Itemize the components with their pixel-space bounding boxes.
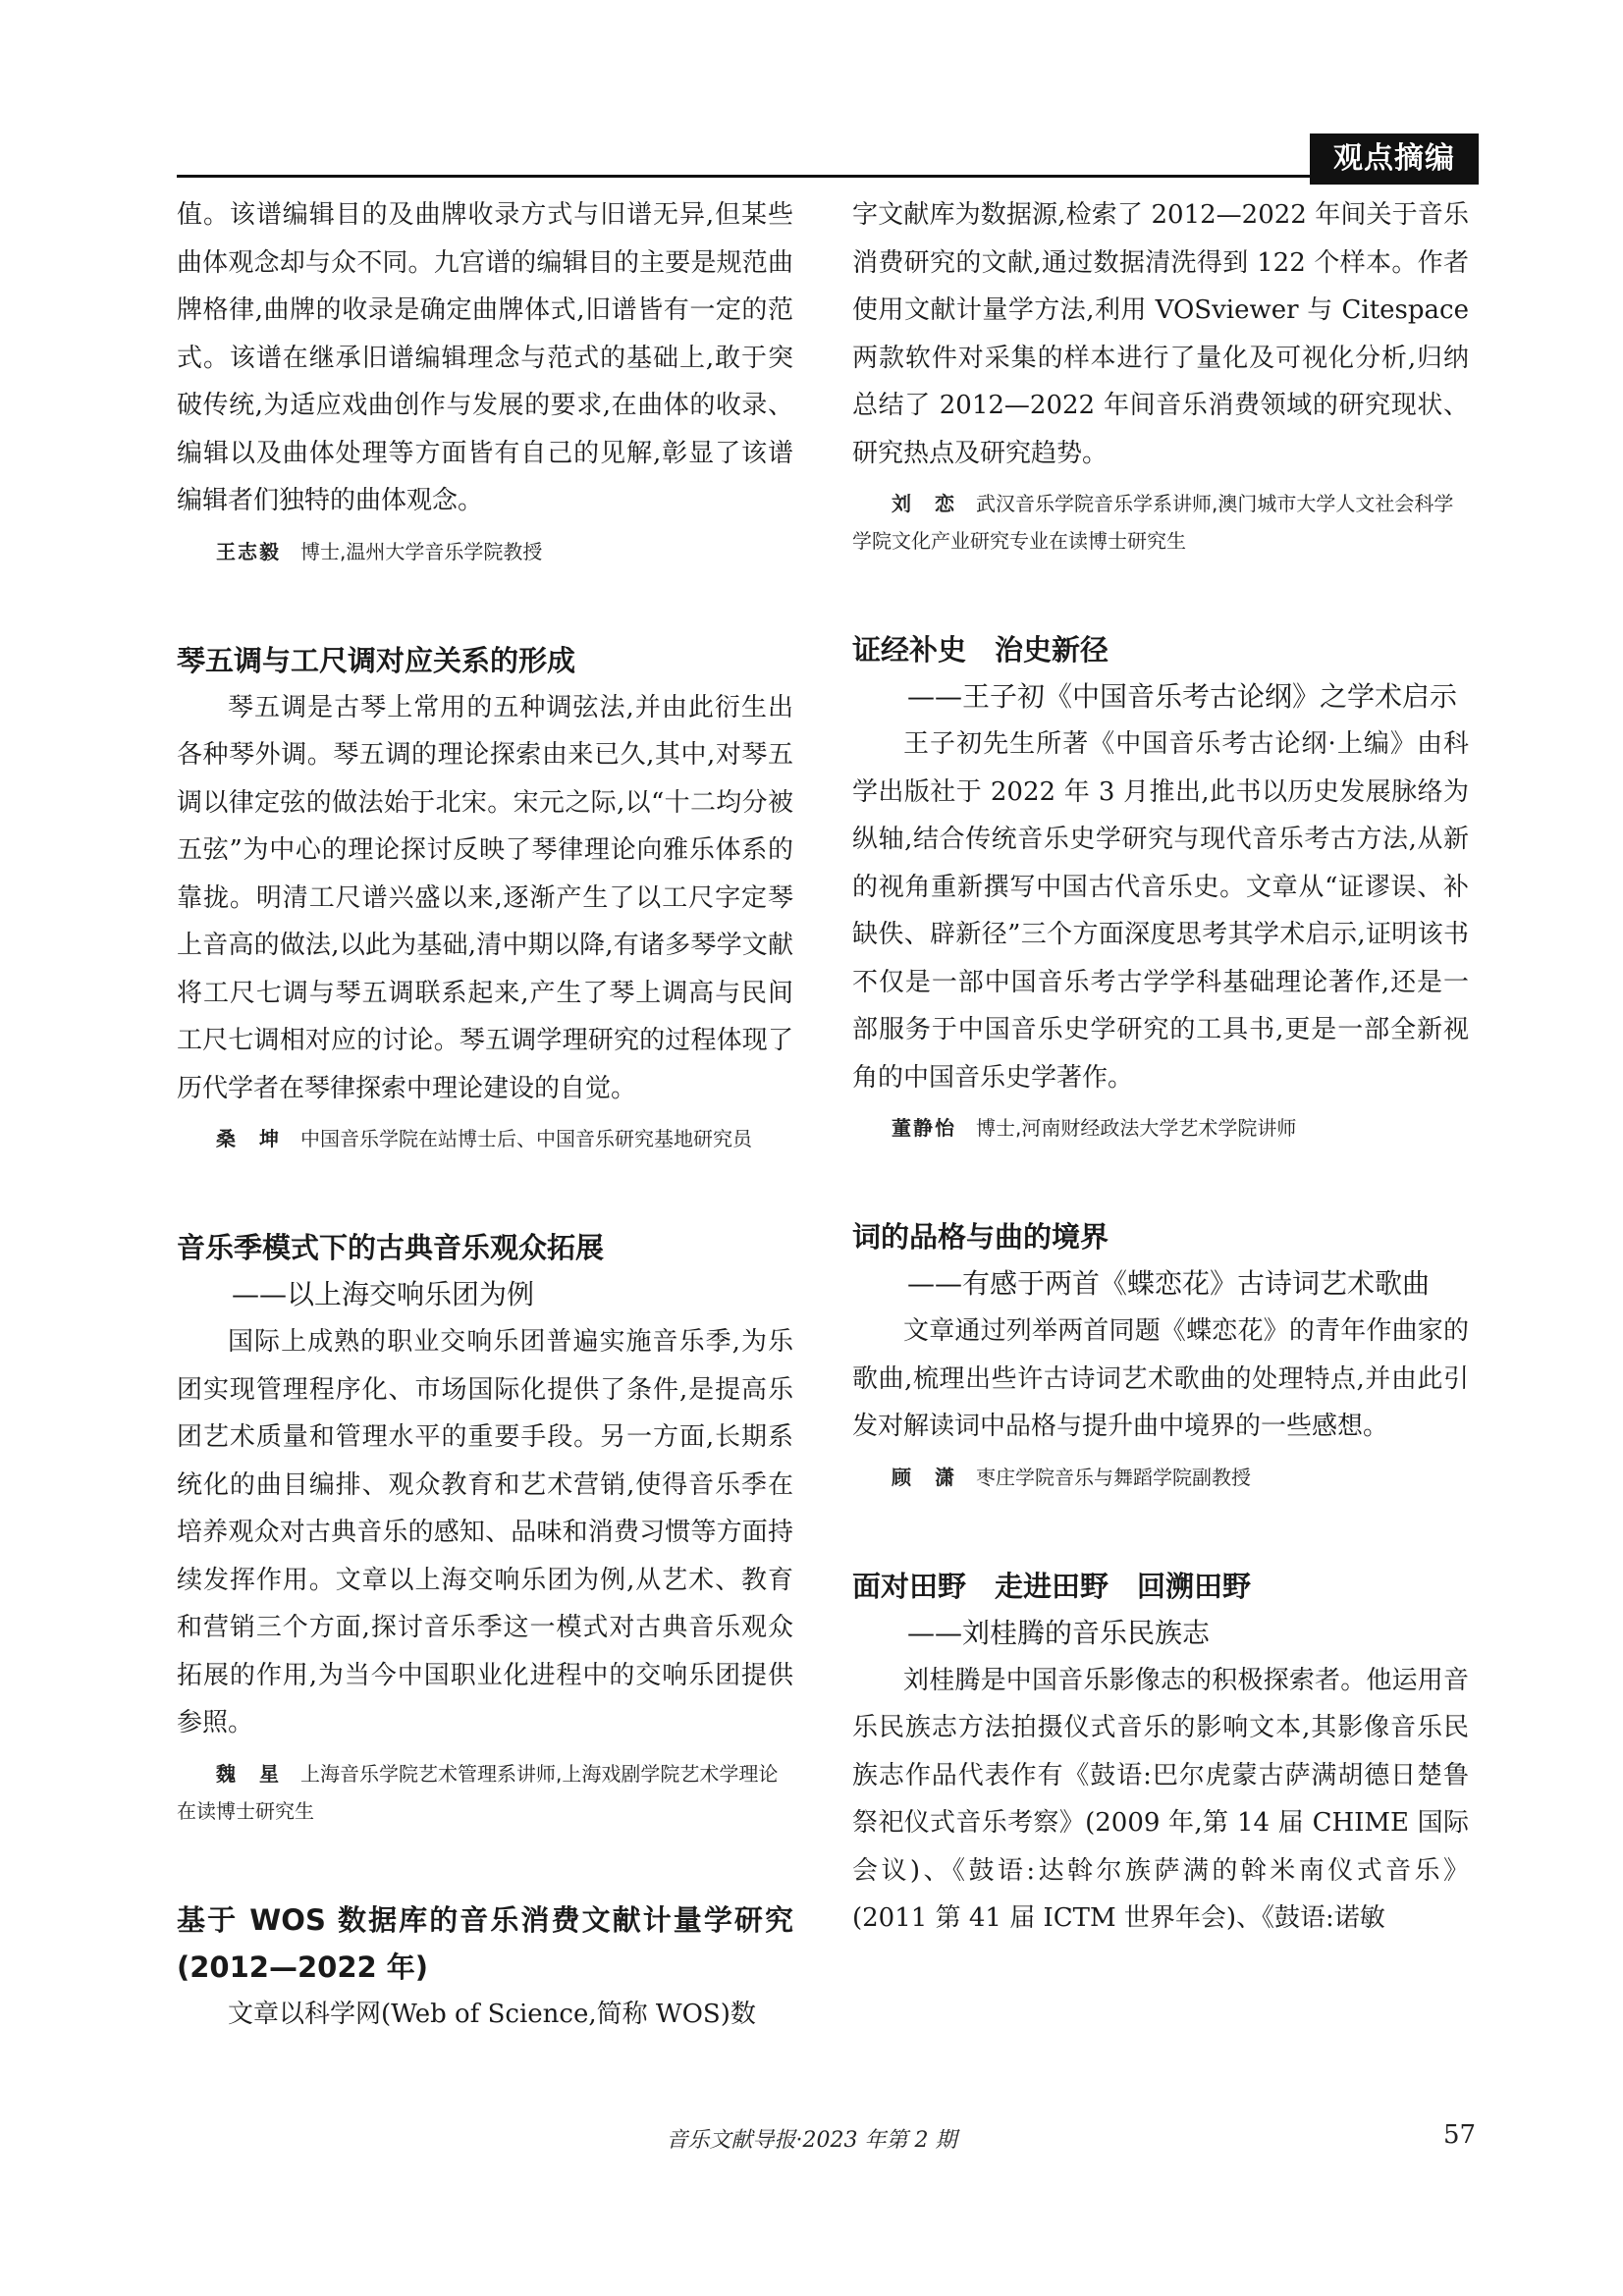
author-line [852, 1459, 1469, 1496]
article-music-archaeology [852, 626, 1469, 1147]
article-body: 文章以科学网(Web of Science,简称 WOS)数 [228, 1999, 756, 2029]
article-body: 文章通过列举两首同题《蝶恋花》的青年作曲家的歌曲,梳理出些许古诗词艺术歌曲的处理特点,并由此引发对解读词中品格与提升曲中境界的一些感想。 [852, 1316, 1469, 1441]
article-body: 字文献库为数据源,检索了 2012—2022 年间关于音乐消费研究的文献,通过数据清洗得到 122 个样本。作者使用文献计量学方法,利用 VOSviewer 与 Citespace 两款软件对采集的样本进行了量化及可视化分析,归纳总结了 2012—2022 年间音乐消费领域的研究现状、研究热点及研究趋势。 [852, 200, 1469, 468]
article-title: 证经补史 治史新径 [852, 633, 1109, 667]
article-body: 王子初先生所著《中国音乐考古论纲·上编》由科学出版社于 2022 年 3 月推出,此书以历史发展脉络为纵轴,结合传统音乐史学研究与现代音乐考古方法,从新的视角重新撰写中国古代音乐史。文章从“证谬误、补缺佚、辟新径”三个方面深度思考其学术启示,证明该书不仅是一部中国音乐考古学学科基础理论著作,还是一部服务于中国音乐史学研究的工具书,更是一部全新视角的中国音乐史学著作。 [852, 729, 1469, 1093]
section-tag: 观点摘编 [1310, 133, 1479, 185]
header-rule [177, 175, 1471, 178]
article-body: 刘桂腾是中国音乐影像志的积极探索者。他运用音乐民族志方法拍摄仪式音乐的影响文本,其影像音乐民族志作品代表作有《鼓语:巴尔虎蒙古萨满胡德日楚鲁祭祀仪式音乐考察》(2009 年,第 14 届 CHIME 国际会议)、《鼓语:达斡尔族萨满的斡米南仪式音乐》(2011 第 41 届 ICTM 世界年会)、《鼓语:诺敏 [852, 1665, 1469, 1933]
article-body: 国际上成熟的职业交响乐团普遍实施音乐季,为乐团实现管理程序化、市场国际化提供了条件,是提高乐团艺术质量和管理水平的重要手段。另一方面,长期系统化的曲目编排、观众教育和艺术营销,使得音乐季在培养观众对古典音乐的感知、品味和消费习惯等方面持续发挥作用。文章以上海交响乐团为例,从艺术、教育和营销三个方面,探讨音乐季这一模式对古典音乐观众拓展的作用,为当今中国职业化进程中的交响乐团提供参照。 [177, 1327, 793, 1737]
article-subtitle: ——刘桂腾的音乐民族志 [907, 1616, 1211, 1649]
article-title: 面对田野 走进田野 回溯田野 [852, 1569, 1252, 1603]
left-column [177, 191, 793, 2038]
author-affiliation: 博士,河南财经政法大学艺术学院讲师 [976, 1116, 1297, 1140]
article-title: 琴五调与工尺调对应关系的形成 [177, 643, 576, 677]
author-affiliation: 博士,温州大学音乐学院教授 [300, 539, 543, 563]
article-music-season [177, 1224, 793, 1830]
article-subtitle: ——王子初《中国音乐考古论纲》之学术启示 [907, 680, 1458, 713]
author-affiliation: 武汉音乐学院音乐学系讲师,澳门城市大学人文社会科学学院文化产业研究专业在读博士研究生 [852, 492, 1454, 553]
author-name: 魏 星 [216, 1761, 281, 1786]
author-name: 顾 潇 [892, 1465, 956, 1489]
article-title: 基于 WOS 数据库的音乐消费文献计量学研究(2012—2022 年) [177, 1902, 793, 1984]
article-field-ethnography [852, 1563, 1469, 1943]
article-title: 音乐季模式下的古典音乐观众拓展 [177, 1231, 605, 1264]
author-line [177, 1755, 793, 1830]
author-name: 王志毅 [216, 539, 281, 563]
article-body: 值。该谱编辑目的及曲牌收录方式与旧谱无异,但某些曲体观念却与众不同。九宫谱的编辑目的主要是规范曲牌格律,曲牌的收录是确定曲牌体式,旧谱皆有一定的范式。该谱在继承旧谱编辑理念与范式的基础上,敢于突破传统,为适应戏曲创作与发展的要求,在曲体的收录、编辑以及曲体处理等方面皆有自己的见解,彰显了该谱编辑者们独特的曲体观念。 [177, 200, 793, 515]
article-qin-tuning [177, 637, 793, 1158]
article-title: 词的品格与曲的境界 [852, 1220, 1109, 1254]
article-subtitle: ——有感于两首《蝶恋花》古诗词艺术歌曲 [907, 1267, 1431, 1300]
author-line [852, 485, 1469, 560]
author-affiliation: 上海音乐学院艺术管理系讲师,上海戏剧学院艺术学理论在读博士研究生 [177, 1761, 779, 1823]
article-butterfly-songs [852, 1213, 1469, 1496]
page-number: 57 [1443, 2120, 1477, 2150]
right-column [852, 191, 1469, 1943]
author-line [177, 1120, 793, 1157]
author-line [852, 1109, 1469, 1147]
journal-footer: 音乐文献导报·2023 年第 2 期 [666, 2128, 957, 2153]
article-subtitle: ——以上海交响乐团为例 [232, 1278, 535, 1310]
author-name: 桑 坤 [216, 1127, 281, 1150]
author-name: 刘 恋 [892, 492, 956, 515]
author-affiliation: 枣庄学院音乐与舞蹈学院副教授 [976, 1465, 1251, 1489]
article-wos-bibliometrics [177, 1896, 793, 2039]
article-body: 琴五调是古琴上常用的五种调弦法,并由此衍生出各种琴外调。琴五调的理论探索由来已久,其中,对琴五调以律定弦的做法始于北宋。宋元之际,以“十二均分被五弦”为中心的理论探讨反映了琴律理论向雅乐体系的靠拢。明清工尺谱兴盛以来,逐渐产生了以工尺字定琴上音高的做法,以此为基础,清中期以降,有诸多琴学文献将工尺七调与琴五调联系起来,产生了琴上调高与民间工尺七调相对应的讨论。琴五调学理研究的过程体现了历代学者在琴律探索中理论建设的自觉。 [177, 692, 793, 1103]
author-line [177, 533, 793, 570]
author-name: 董静怡 [892, 1116, 956, 1140]
article-continued [177, 191, 793, 570]
author-affiliation: 中国音乐学院在站博士后、中国音乐研究基地研究员 [300, 1127, 752, 1150]
article-continued [852, 191, 1469, 560]
